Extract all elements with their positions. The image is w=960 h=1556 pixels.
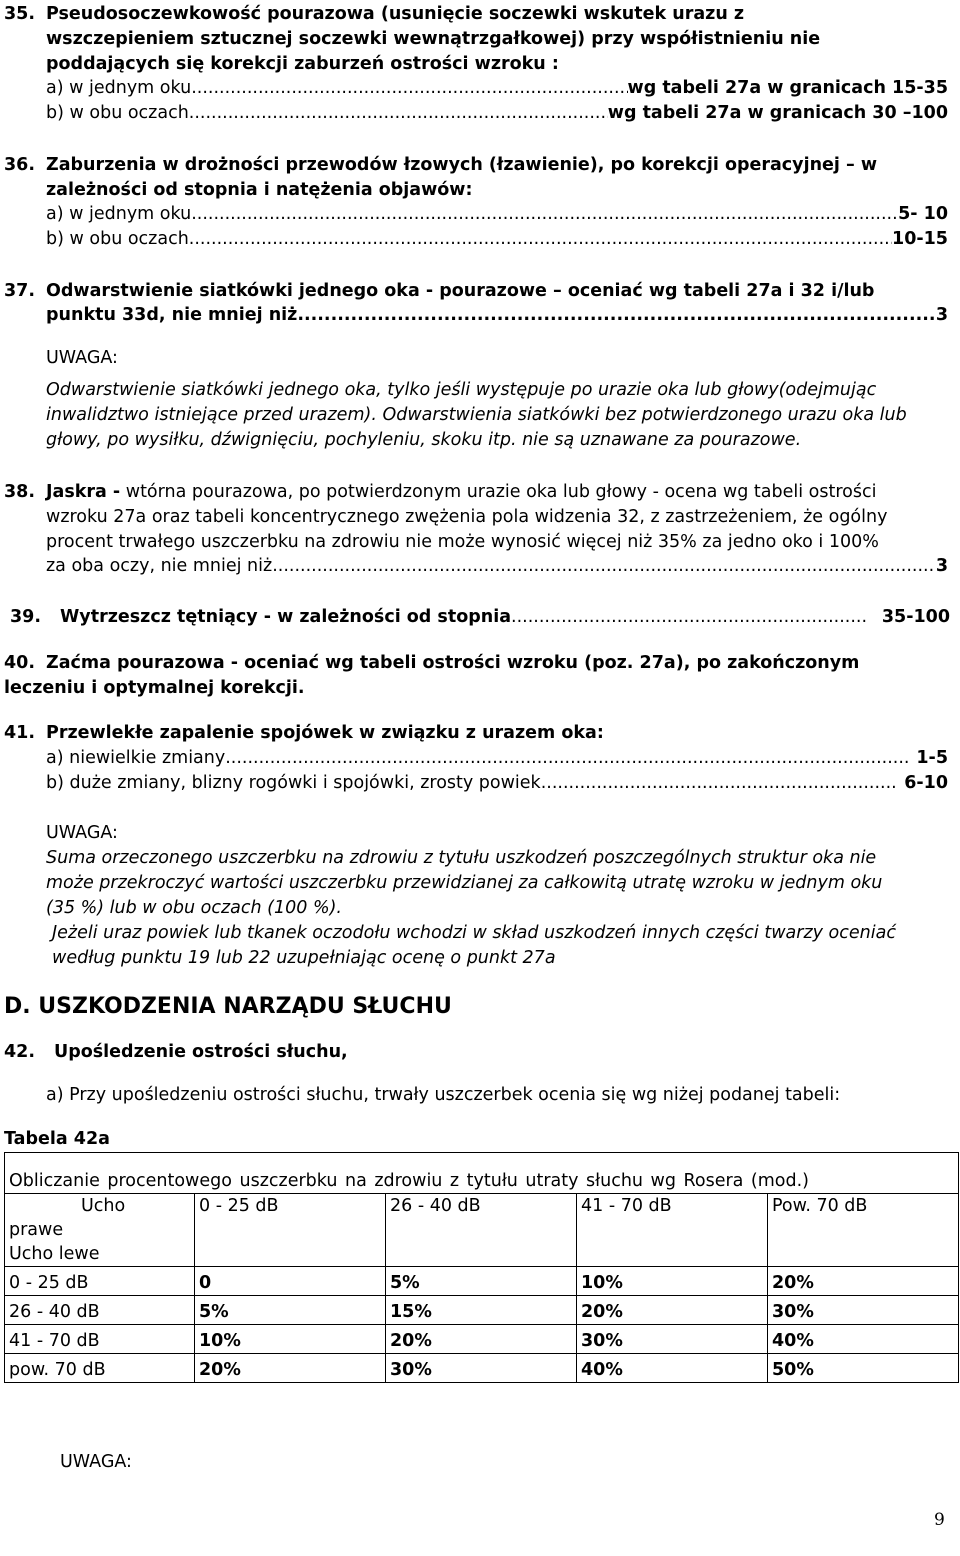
option-value: 5- 10	[898, 204, 948, 224]
item-39-value: 35-100	[881, 607, 950, 627]
table-cell: 30%	[768, 1296, 959, 1325]
item-36-option-b	[46, 227, 948, 251]
option-value: wg tabeli 27a w granicach 15-35	[627, 78, 948, 98]
option-label: a) w jednym oku	[46, 78, 192, 98]
item-38-value: 3	[935, 556, 948, 576]
item-42-title: Upośledzenie ostrości słuchu,	[54, 1042, 348, 1062]
leader-dots	[191, 202, 898, 226]
item-number-39: 39.	[10, 607, 42, 627]
item-number-41: 41.	[4, 723, 36, 743]
item-38-line1-text: wtórna pourazowa, po potwierdzonym urazie oka lub głowy - ocena wg tabeli ostrości	[125, 482, 877, 502]
table-cell: 0	[195, 1267, 386, 1296]
column-header: Pow. 70 dB	[768, 1194, 959, 1267]
item-number-42: 42.	[4, 1042, 36, 1062]
option-label: b) w obu oczach	[46, 229, 189, 249]
table-header-row	[5, 1194, 959, 1267]
leader-dots	[189, 101, 608, 125]
table-cell: 5%	[195, 1296, 386, 1325]
item-number-37: 37.	[4, 281, 36, 301]
table-row	[5, 1267, 959, 1296]
item-36-option-a	[46, 202, 948, 226]
table-cell: 20%	[768, 1267, 959, 1296]
table-cell: 40%	[768, 1325, 959, 1354]
table-cell: 20%	[195, 1354, 386, 1383]
leader-dots	[297, 303, 935, 327]
table-row	[5, 1325, 959, 1354]
item-41-note-line3: (35 %) lub w obu oczach (100 %).	[46, 898, 342, 918]
item-40-line2: leczeniu i optymalnej korekcji.	[4, 678, 305, 698]
item-38-line2: wzroku 27a oraz tabeli koncentrycznego zwężenia pola widzenia 32, z zastrzeżeniem, że ogólny	[46, 507, 888, 527]
table-corner-cell	[5, 1194, 195, 1267]
item-number-38: 38.	[4, 482, 36, 502]
option-label: a) w jednym oku	[46, 204, 192, 224]
corner-line1: Ucho	[81, 1196, 126, 1216]
item-37-note-label: UWAGA:	[46, 348, 118, 368]
table-cell: 15%	[386, 1296, 577, 1325]
item-number-36: 36.	[4, 155, 36, 175]
column-header: 0 - 25 dB	[195, 1194, 386, 1267]
bottom-note-label: UWAGA:	[60, 1452, 132, 1472]
table-cell: 10%	[195, 1325, 386, 1354]
item-37-note-line2: inwalidztwo istniejące przed urazem). Odwarstwienia siatkówki bez potwierdzonego urazu oka lub	[46, 405, 907, 425]
leader-dots	[272, 554, 936, 578]
leader-dots	[225, 746, 908, 770]
item-39-line	[60, 605, 950, 629]
row-header: 41 - 70 dB	[5, 1325, 195, 1354]
item-41-option-b	[46, 771, 948, 795]
item-38-line4	[46, 554, 948, 578]
item-39-title: Wytrzeszcz tętniący - w zależności od stopnia	[60, 607, 512, 627]
option-label: b) duże zmiany, blizny rogówki i spojówki, zrosty powiek	[46, 773, 541, 793]
item-36-title-line1: Zaburzenia w drożności przewodów łzowych (łzawienie), po korekcji operacyjnej – w	[46, 155, 878, 175]
item-35-option-b	[46, 101, 948, 125]
option-label: a) niewielkie zmiany	[46, 748, 226, 768]
option-value: 10-15	[892, 229, 948, 249]
option-value: 6-10	[904, 773, 948, 793]
table-cell: 50%	[768, 1354, 959, 1383]
table-cell: 40%	[577, 1354, 768, 1383]
section-d-heading: D. USZKODZENIA NARZĄDU SŁUCHU	[4, 994, 452, 1019]
item-41-note-line4: Jeżeli uraz powiek lub tkanek oczodołu wchodzi w skład uszkodzeń innych części twarzy oceniać	[52, 923, 896, 943]
table-42a	[4, 1152, 959, 1383]
item-38-bold-lead: Jaskra -	[46, 482, 121, 502]
item-37-title-line2	[46, 303, 948, 327]
item-37-value: 3	[935, 305, 948, 325]
item-41-note-line2: może przekroczyć wartości uszczerbku przewidzianej za całkowitą utratę wzroku w jednym oku	[46, 873, 883, 893]
column-header: 41 - 70 dB	[577, 1194, 768, 1267]
item-35-title-line1: Pseudosoczewkowość pourazowa (usunięcie soczewki wskutek urazu z	[46, 4, 745, 24]
row-header: 26 - 40 dB	[5, 1296, 195, 1325]
table-caption-cell	[5, 1153, 959, 1194]
item-41-option-a	[46, 746, 948, 770]
item-number-40: 40.	[4, 653, 36, 673]
table-cell: 5%	[386, 1267, 577, 1296]
option-value: wg tabeli 27a w granicach 30 –100	[607, 103, 948, 123]
table-42a-label: Tabela 42a	[4, 1129, 110, 1149]
page-number: 9	[934, 1510, 945, 1530]
item-40-line1: Zaćma pourazowa - oceniać wg tabeli ostrości wzroku (poz. 27a), po zakończonym	[46, 653, 860, 673]
option-value: 1-5	[916, 748, 948, 768]
table-row	[5, 1354, 959, 1383]
table-row	[5, 1296, 959, 1325]
item-37-title-line1: Odwarstwienie siatkówki jednego oka - pourazowe – oceniać wg tabeli 27a i 32 i/lub	[46, 281, 875, 301]
item-41-note-line1: Suma orzeczonego uszczerbku na zdrowiu z tytułu uszkodzeń poszczególnych struktur oka nie	[46, 848, 877, 868]
row-header: pow. 70 dB	[5, 1354, 195, 1383]
item-number-35: 35.	[4, 4, 36, 24]
item-41-note-label: UWAGA:	[46, 823, 118, 843]
item-41-note-line5: według punktu 19 lub 22 uzupełniając ocenę o punkt 27a	[52, 948, 556, 968]
table-cell: 20%	[577, 1296, 768, 1325]
item-37-note-line1: Odwarstwienie siatkówki jednego oka, tylko jeśli występuje po urazie oka lub głowy(odejmując	[46, 380, 877, 400]
item-42-option-a: a) Przy upośledzeniu ostrości słuchu, trwały uszczerbek ocenia się wg niżej podanej tabeli:	[46, 1085, 841, 1105]
item-38-line3: procent trwałego uszczerbku na zdrowiu nie może wynosić więcej niż 35% za jedno oko i 100%	[46, 532, 879, 552]
item-35-option-a	[46, 76, 948, 100]
corner-line3: Ucho lewe	[9, 1244, 100, 1264]
leader-dots	[191, 76, 627, 100]
table-caption-row	[5, 1153, 959, 1194]
option-label: b) w obu oczach	[46, 103, 189, 123]
leader-dots	[541, 771, 897, 795]
table-caption	[9, 1169, 809, 1193]
table-cell: 30%	[577, 1325, 768, 1354]
item-41-title: Przewlekłe zapalenie spojówek w związku z urazem oka:	[46, 723, 604, 743]
table-cell: 30%	[386, 1354, 577, 1383]
corner-line2: prawe	[9, 1220, 64, 1240]
item-36-title-line2: zależności od stopnia i natężenia objawów:	[46, 180, 473, 200]
line-text: za oba oczy, nie mniej niż	[46, 556, 273, 576]
row-header: 0 - 25 dB	[5, 1267, 195, 1296]
leader-dots	[189, 227, 892, 251]
table-caption-text: Obliczanie procentowego uszczerbku na zdrowiu z tytułu utraty słuchu wg Rosera (mod.)	[9, 1171, 809, 1191]
item-35-title-line3: poddających się korekcji zaburzeń ostrości wzroku :	[46, 54, 559, 74]
leader-dots	[511, 605, 868, 629]
title-text: punktu 33d, nie mniej niż	[46, 305, 298, 325]
table-cell: 20%	[386, 1325, 577, 1354]
item-35-title-line2: wszczepieniem sztucznej soczewki wewnątrzgałkowej) przy współistnieniu nie	[46, 29, 821, 49]
item-37-note-line3: głowy, po wysiłku, dźwignięciu, pochyleniu, skoku itp. nie są uznawane za pourazowe.	[46, 430, 802, 450]
column-header: 26 - 40 dB	[386, 1194, 577, 1267]
table-cell: 10%	[577, 1267, 768, 1296]
item-38-line1	[46, 480, 876, 504]
